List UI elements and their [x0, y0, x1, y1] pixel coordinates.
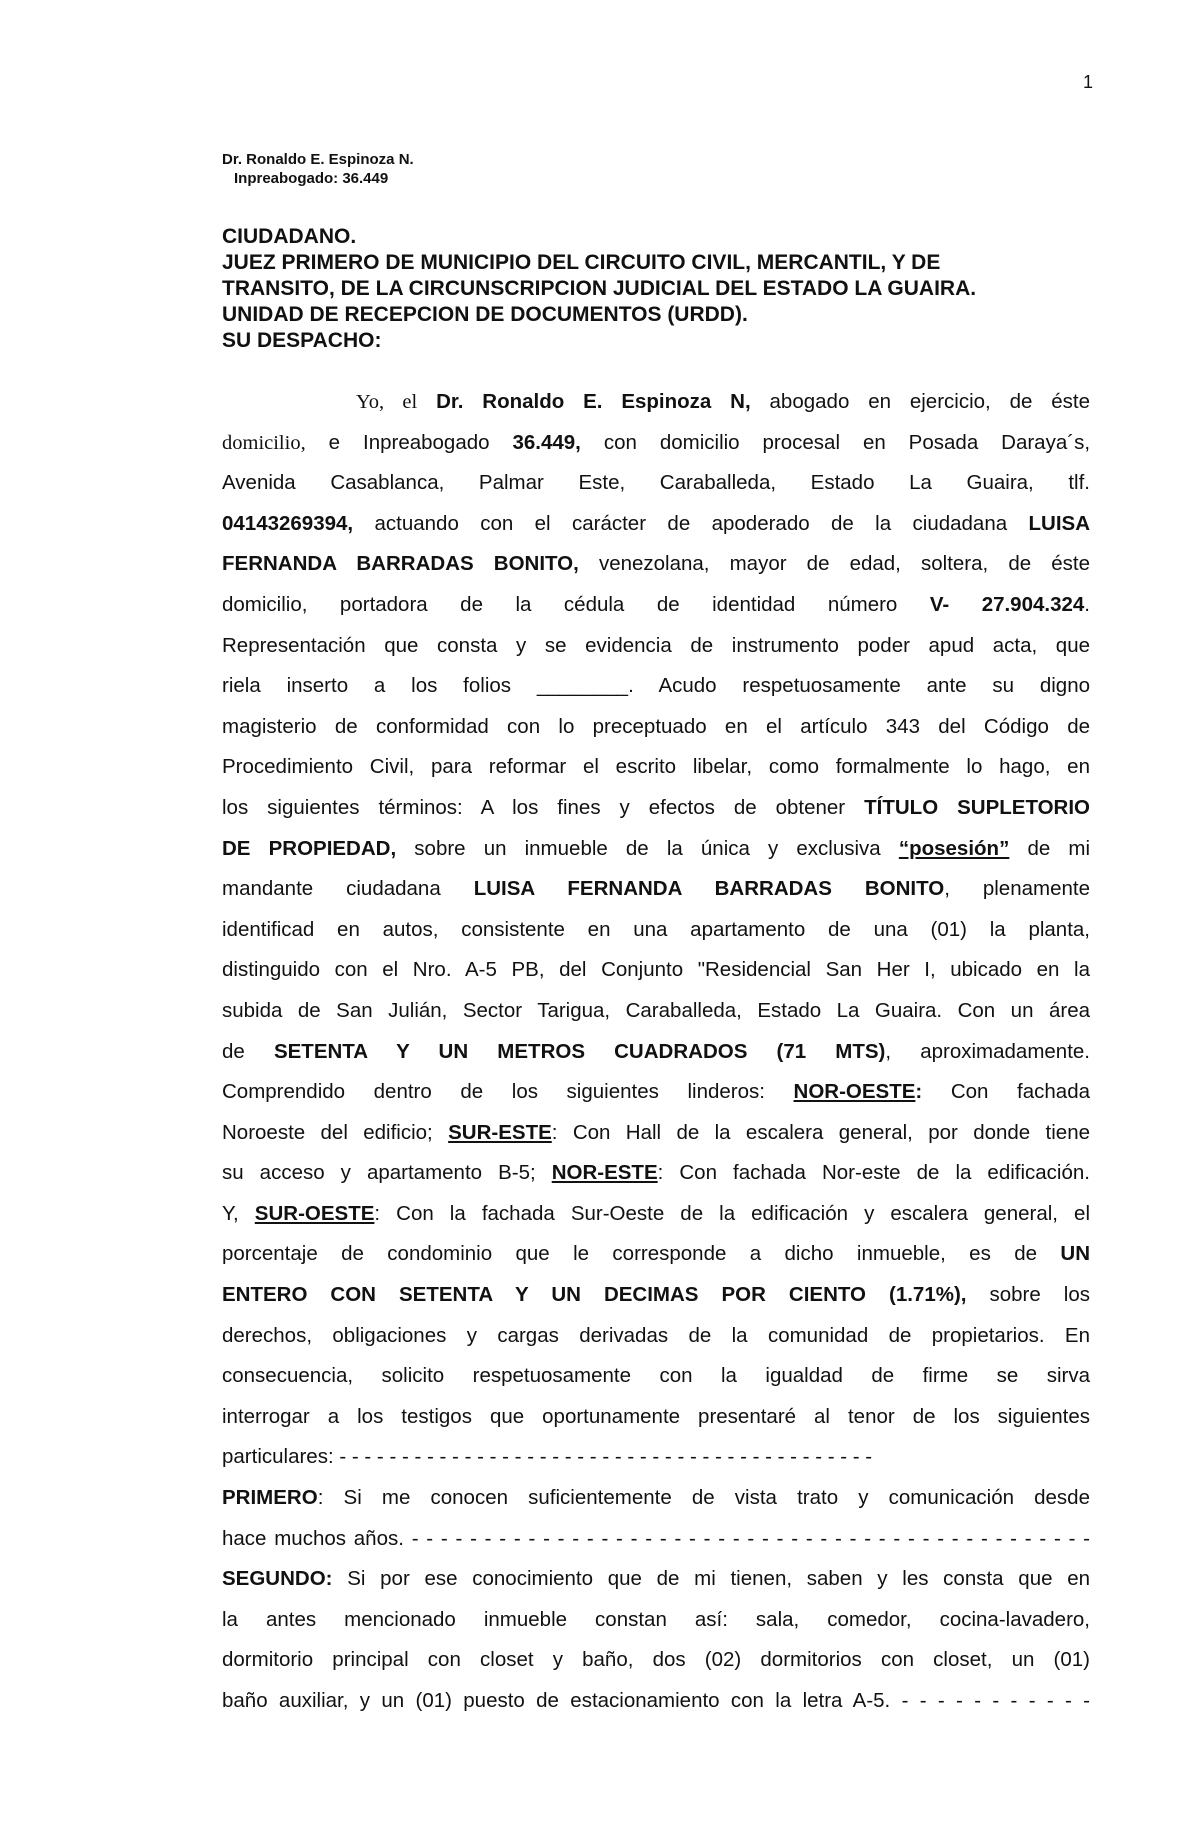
- addressee-line-4: UNIDAD DE RECEPCION DE DOCUMENTOS (URDD).: [222, 303, 748, 326]
- body-line: [222, 1032, 1090, 1073]
- body-line: [222, 1234, 1090, 1275]
- article-segundo: SEGUNDO:: [222, 1567, 333, 1591]
- body-line: [222, 1113, 1090, 1154]
- body-line: [222, 1437, 1090, 1478]
- percent-term: UN: [1060, 1242, 1091, 1266]
- body-line: [222, 1559, 1090, 1600]
- client-name: FERNANDA BARRADAS BONITO,: [222, 552, 579, 576]
- text-run: sobre un inmueble de la única y exclusiva: [414, 836, 881, 860]
- body-line: [222, 707, 1090, 748]
- phone-number: 04143269394,: [222, 511, 354, 535]
- text-run: domicilio,: [222, 431, 306, 454]
- body-line: [222, 463, 1090, 504]
- document-body: [222, 382, 1090, 1722]
- author-header: [222, 150, 414, 188]
- text-run: Yo, el: [356, 391, 418, 413]
- body-line: [222, 788, 1090, 829]
- title-term: TÍTULO SUPLETORIO: [864, 795, 1090, 819]
- text-run: sobre los: [989, 1283, 1090, 1307]
- body-line: [222, 1072, 1090, 1113]
- text-run: domicilio, portadora de la cédula de identidad número: [222, 592, 898, 616]
- text-run: hace muchos años. - - - - - - - - - - - - - - - - - - - - - - - - - - - - - - - - - - - - - - - - - - - - - - -: [222, 1526, 1090, 1550]
- body-line: [222, 666, 1090, 707]
- text-run: : Con Hall de la escalera general, por donde tiene: [551, 1120, 1091, 1144]
- id-number: V- 27.904.324: [929, 592, 1085, 616]
- body-line: [222, 504, 1090, 545]
- body-line: [222, 1640, 1090, 1681]
- area-term: SETENTA Y UN METROS CUADRADOS (71 MTS): [273, 1039, 886, 1063]
- text-run: Con fachada: [950, 1080, 1090, 1104]
- text-run: derechos, obligaciones y cargas derivadas de la comunidad de propietarios. En: [222, 1323, 1090, 1347]
- text-run: mandante ciudadana: [222, 877, 441, 901]
- text-run: Si por ese conocimiento que de mi tienen, saben y les consta que en: [347, 1567, 1091, 1591]
- body-line: [222, 1275, 1090, 1316]
- text-run: magisterio de conformidad con lo preceptuado en el artículo 343 del Código de: [222, 714, 1090, 738]
- body-line: [222, 585, 1090, 626]
- text-run: la antes mencionado inmueble constan así: sala, comedor, cocina-lavadero,: [222, 1607, 1090, 1631]
- lawyer-name: Dr. Ronaldo E. Espinoza N,: [436, 390, 751, 413]
- percent-term: ENTERO CON SETENTA Y UN DECIMAS POR CIENTO (1.71%),: [222, 1283, 967, 1307]
- body-line: [222, 1397, 1090, 1438]
- text-run: Representación que consta y se evidencia de instrumento poder apud acta, que: [222, 633, 1090, 657]
- text-run: los siguientes términos: A los fines y efectos de obtener: [222, 795, 846, 819]
- text-run: , plenamente: [944, 877, 1090, 901]
- body-line: [222, 382, 1090, 423]
- page-number: 1: [1083, 72, 1094, 92]
- text-run: identificad en autos, consistente en una apartamento de una (01) la planta,: [222, 917, 1090, 941]
- author-registration: Inpreabogado: 36.449: [234, 170, 389, 187]
- text-run: actuando con el carácter de apoderado de la ciudadana: [374, 511, 1008, 535]
- text-run: riela inserto a los folios ________. Acudo respetuosamente ante su digno: [222, 674, 1090, 698]
- client-name: LUISA FERNANDA BARRADAS BONITO: [473, 877, 945, 901]
- text-run: venezolana, mayor de edad, soltera, de éste: [598, 552, 1090, 576]
- title-term: DE PROPIEDAD,: [222, 836, 397, 860]
- text-run: .: [1084, 592, 1090, 616]
- body-line: [222, 910, 1090, 951]
- text-run: su acceso y apartamento B-5;: [222, 1161, 536, 1185]
- text-run: Avenida Casablanca, Palmar Este, Caraballeda, Estado La Guaira, tlf.: [222, 471, 1090, 495]
- text-run: : Con la fachada Sur-Oeste de la edificación y escalera general, el: [374, 1201, 1090, 1225]
- text-run: :: [915, 1080, 923, 1104]
- body-line: [222, 423, 1090, 464]
- text-run: Noroeste del edificio;: [222, 1120, 433, 1144]
- body-line: [222, 626, 1090, 667]
- boundary-nor-oeste: NOR-OESTE: [793, 1080, 916, 1104]
- text-run: , aproximadamente.: [885, 1039, 1090, 1063]
- text-run: subida de San Julián, Sector Tarigua, Caraballeda, Estado La Guaira. Con un área: [222, 998, 1090, 1022]
- body-line: [222, 1153, 1090, 1194]
- body-line: [222, 1600, 1090, 1641]
- posesion-term: “posesión”: [898, 836, 1010, 860]
- text-run: abogado en ejercicio, de éste: [769, 390, 1090, 413]
- body-line: [222, 1519, 1090, 1560]
- body-line: [222, 747, 1090, 788]
- inpre-number: 36.449,: [512, 430, 581, 454]
- client-name: LUISA: [1028, 511, 1091, 535]
- author-name: Dr. Ronaldo E. Espinoza N.: [222, 151, 414, 168]
- text-run: con domicilio procesal en Posada Daraya´s,: [603, 430, 1091, 454]
- boundary-sur-oeste: SUR-OESTE: [254, 1201, 375, 1225]
- text-run: consecuencia, solicito respetuosamente con la igualdad de firme se sirva: [222, 1364, 1090, 1388]
- body-line: [222, 1194, 1090, 1235]
- body-line: [222, 1478, 1090, 1519]
- text-run: Comprendido dentro de los siguientes linderos:: [222, 1080, 765, 1104]
- text-run: distinguido con el Nro. A-5 PB, del Conjunto "Residencial San Her I, ubicado en la: [222, 958, 1090, 982]
- text-run: Procedimiento Civil, para reformar el escrito libelar, como formalmente lo hago, en: [222, 755, 1090, 779]
- text-run: porcentaje de condominio que le corresponde a dicho inmueble, es de: [222, 1242, 1038, 1266]
- text-run: baño auxiliar, y un (01) puesto de estacionamiento con la letra A-5. - - - - - - - - - - -: [222, 1689, 1090, 1712]
- text-run: de: [222, 1039, 245, 1063]
- boundary-nor-este: NOR-ESTE: [551, 1161, 658, 1185]
- addressee-line-5: SU DESPACHO:: [222, 329, 382, 352]
- addressee-line-2: JUEZ PRIMERO DE MUNICIPIO DEL CIRCUITO CIVIL, MERCANTIL, Y DE: [222, 251, 941, 274]
- text-run: particulares: - - - - - - - - - - - - - - - - - - - - - - - - - - - - - - - - - - - - - - - - - - -: [222, 1445, 873, 1469]
- addressee-line-1: CIUDADANO.: [222, 225, 357, 248]
- text-run: : Si me conocen suficientemente de vista trato y comunicación desde: [317, 1486, 1090, 1510]
- text-run: de mi: [1027, 836, 1090, 860]
- text-run: e Inpreabogado: [328, 430, 490, 454]
- body-line: [222, 869, 1090, 910]
- text-run: dormitorio principal con closet y baño, dos (02) dormitorios con closet, un (01): [222, 1648, 1090, 1672]
- text-run: Y,: [222, 1201, 239, 1225]
- addressee-block: [222, 224, 1092, 354]
- body-line: [222, 1356, 1090, 1397]
- boundary-sur-este: SUR-ESTE: [448, 1120, 552, 1144]
- addressee-line-3: TRANSITO, DE LA CIRCUNSCRIPCION JUDICIAL DEL ESTADO LA GUAIRA.: [222, 277, 977, 300]
- body-line: [222, 950, 1090, 991]
- body-line: [222, 1681, 1090, 1722]
- body-line: [222, 544, 1090, 585]
- article-primero: PRIMERO: [222, 1486, 318, 1510]
- body-line: [222, 1316, 1090, 1357]
- body-line: [222, 991, 1090, 1032]
- body-line: [222, 829, 1090, 870]
- text-run: : Con fachada Nor-este de la edificación.: [657, 1161, 1090, 1185]
- text-run: interrogar a los testigos que oportunamente presentaré al tenor de los siguientes: [222, 1404, 1090, 1428]
